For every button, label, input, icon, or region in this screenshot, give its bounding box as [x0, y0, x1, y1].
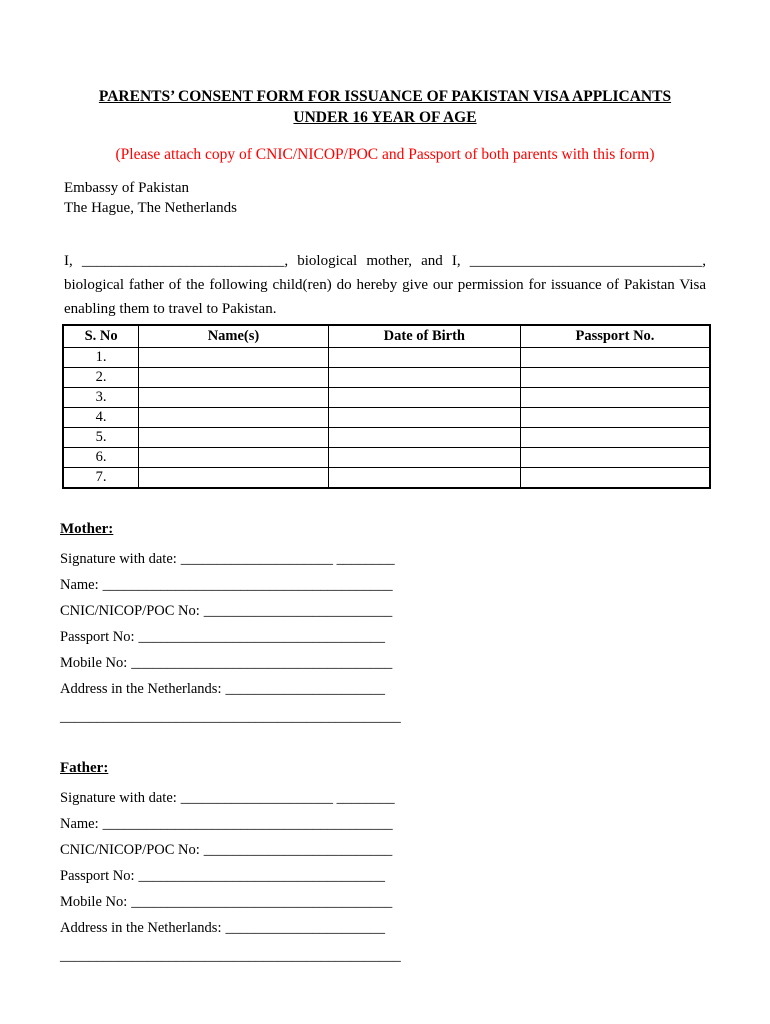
father-heading: Father:	[60, 760, 109, 776]
father-passport-blank[interactable]: __________________________________	[138, 868, 386, 884]
child-row	[63, 388, 710, 408]
mother-name-row	[60, 577, 770, 593]
child-sno: 1.	[63, 348, 139, 368]
child-row	[63, 428, 710, 448]
father-signature-row	[60, 790, 770, 806]
field-label: CNIC/NICOP/POC No:	[60, 603, 200, 619]
field-label: Address in the Netherlands:	[60, 681, 222, 697]
father-section	[60, 759, 770, 964]
mother-name-blank[interactable]: ________________________________________	[102, 577, 393, 593]
father-mobile-row	[60, 894, 770, 910]
father-mobile-blank[interactable]: ____________________________________	[131, 894, 393, 910]
header-date-of-birth: Date of Birth	[328, 325, 520, 348]
father-passport-row	[60, 868, 770, 884]
child-sno: 3.	[63, 388, 139, 408]
child-passport-cell[interactable]	[520, 448, 710, 468]
field-label: Name:	[60, 816, 99, 832]
father-address-row	[60, 920, 770, 936]
mother-cnic-row	[60, 603, 770, 619]
child-dob-cell[interactable]	[328, 448, 520, 468]
mother-mobile-blank[interactable]: ____________________________________	[131, 655, 393, 671]
children-table-header-row	[63, 325, 710, 348]
issuer-block	[64, 179, 770, 218]
declaration-paragraph: I, ___________________________, biological mother, and I, _______________________________, biological father of the following child(ren) do hereby give our permission for issuance of Pakistan Visa enabling them to travel to Pakistan.	[64, 253, 706, 317]
title-line-2: UNDER 16 YEAR OF AGE	[293, 109, 477, 126]
child-row	[63, 368, 710, 388]
mother-address-continuation-line[interactable]: _______________________________________________	[60, 709, 401, 725]
field-label: Mobile No:	[60, 655, 128, 671]
child-name-cell[interactable]	[139, 408, 329, 428]
child-passport-cell[interactable]	[520, 428, 710, 448]
child-dob-cell[interactable]	[328, 428, 520, 448]
title-line-1: PARENTS’ CONSENT FORM FOR ISSUANCE OF PAKISTAN VISA APPLICANTS	[98, 88, 672, 105]
field-label: Address in the Netherlands:	[60, 920, 222, 936]
child-row	[63, 448, 710, 468]
child-name-cell[interactable]	[139, 448, 329, 468]
mother-heading: Mother:	[60, 521, 114, 537]
field-label: Signature with date:	[60, 790, 177, 806]
child-row	[63, 348, 710, 368]
child-sno: 7.	[63, 468, 139, 489]
header-passport-no: Passport No.	[520, 325, 710, 348]
child-dob-cell[interactable]	[328, 348, 520, 368]
mother-mobile-row	[60, 655, 770, 671]
child-row	[63, 468, 710, 489]
child-name-cell[interactable]	[139, 348, 329, 368]
father-cnic-blank[interactable]: __________________________	[203, 842, 393, 858]
child-sno: 6.	[63, 448, 139, 468]
issuer-name: Embassy of Pakistan	[64, 180, 189, 196]
mother-section	[60, 520, 770, 725]
child-dob-cell[interactable]	[328, 468, 520, 489]
child-name-cell[interactable]	[139, 428, 329, 448]
child-passport-cell[interactable]	[520, 388, 710, 408]
mother-passport-row	[60, 629, 770, 645]
child-passport-cell[interactable]	[520, 348, 710, 368]
mother-address-blank[interactable]: ______________________	[225, 681, 385, 697]
header-sno: S. No	[63, 325, 139, 348]
mother-signature-row	[60, 551, 770, 567]
mother-address-row	[60, 681, 770, 697]
field-label: Passport No:	[60, 868, 135, 884]
mother-passport-blank[interactable]: __________________________________	[138, 629, 386, 645]
child-name-cell[interactable]	[139, 388, 329, 408]
child-dob-cell[interactable]	[328, 408, 520, 428]
child-row	[63, 408, 710, 428]
field-label: CNIC/NICOP/POC No:	[60, 842, 200, 858]
child-passport-cell[interactable]	[520, 368, 710, 388]
child-dob-cell[interactable]	[328, 388, 520, 408]
field-label: Passport No:	[60, 629, 135, 645]
child-passport-cell[interactable]	[520, 468, 710, 489]
child-sno: 2.	[63, 368, 139, 388]
father-signature-blank[interactable]: _____________________ ________	[180, 790, 395, 806]
field-label: Mobile No:	[60, 894, 128, 910]
father-name-row	[60, 816, 770, 832]
field-label: Name:	[60, 577, 99, 593]
father-address-blank[interactable]: ______________________	[225, 920, 385, 936]
page-title	[35, 86, 735, 128]
child-name-cell[interactable]	[139, 468, 329, 489]
child-sno: 5.	[63, 428, 139, 448]
child-passport-cell[interactable]	[520, 408, 710, 428]
mother-cnic-blank[interactable]: __________________________	[203, 603, 393, 619]
issuer-location: The Hague, The Netherlands	[64, 199, 237, 216]
mother-signature-blank[interactable]: _____________________ ________	[180, 551, 395, 567]
father-address-continuation-line[interactable]: _______________________________________________	[60, 948, 401, 964]
attachment-notice: (Please attach copy of CNIC/NICOP/POC and Passport of both parents with this form)	[115, 146, 655, 163]
child-dob-cell[interactable]	[328, 368, 520, 388]
header-names: Name(s)	[139, 325, 329, 348]
father-cnic-row	[60, 842, 770, 858]
field-label: Signature with date:	[60, 551, 177, 567]
child-name-cell[interactable]	[139, 368, 329, 388]
children-table	[62, 324, 711, 489]
father-name-blank[interactable]: ________________________________________	[102, 816, 393, 832]
child-sno: 4.	[63, 408, 139, 428]
